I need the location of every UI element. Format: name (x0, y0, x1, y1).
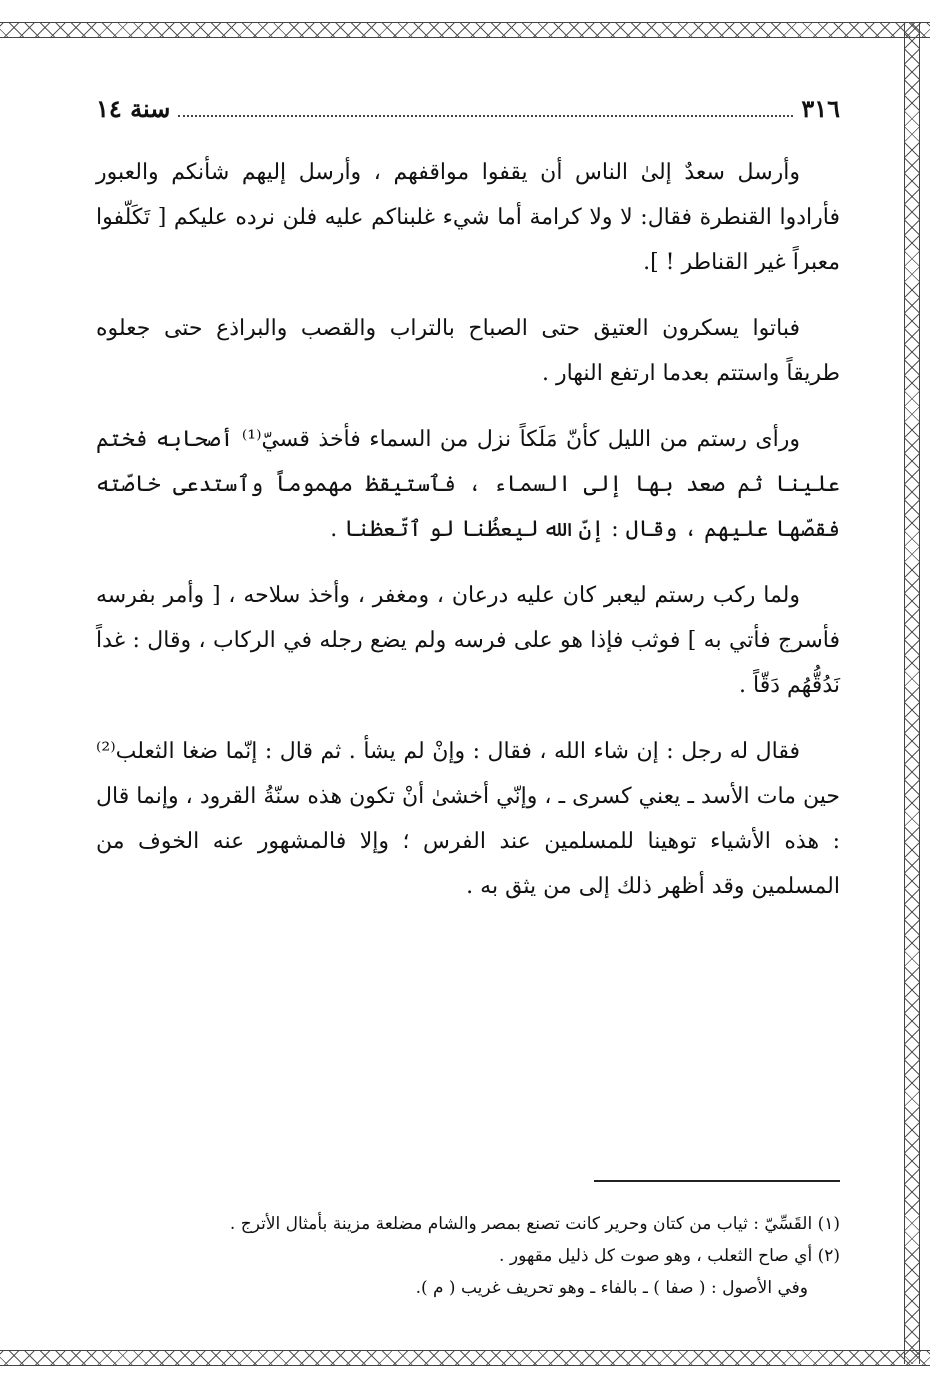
paragraph-3: ورأى رستم من الليل كأنّ مَلَكاً نزل من السماء فأخذ قسيّ⁽¹⁾ أصحابه فختم علينا ثم صعد بها إلى السماء ، فٱستيقظ مهموماً وٱستدعى خاصّته فقصّها عليهم ، وقال : إنّ الله ليعظُنا لو ٱتّعظنا . (96, 427, 840, 542)
decorative-border-right (904, 22, 920, 1364)
header-year: سنة ١٤ (96, 94, 171, 123)
page-number: ٣١٦ (801, 94, 840, 123)
paragraph-2: فباتوا يسكرون العتيق حتى الصباح بالتراب والقصب والبراذع حتى جعلوه طريقاً واستتم بعدما ارتفع النهار . (96, 316, 840, 386)
header-dot-leader (178, 97, 793, 117)
decorative-border-top (0, 22, 930, 38)
running-header (96, 94, 840, 128)
paragraph-1: وأرسل سعدٌ إلىٰ الناس أن يقفوا مواقفهم ، وأرسل إليهم شأنكم والعبور فأرادوا القنطرة فقال: لا ولا كرامة أما شيء غلبناكم عليه فلن نرده عليكم [ تَكَلّفوا معبراً غير القناطر ! ]. (96, 160, 840, 275)
footnote-2-continued: وفي الأصول : ( صفا ) ـ بالفاء ـ وهو تحريف غريب ( م ). (415, 1278, 808, 1298)
decorative-border-bottom (0, 1350, 930, 1366)
footnote-2: (٢) أي صاح الثعلب ، وهو صوت كل ذليل مقهور . (499, 1246, 840, 1266)
main-text (96, 150, 840, 930)
footnotes (150, 1208, 840, 1304)
paragraph-5: فقال له رجل : إن شاء الله ، فقال : وإنْ لم يشأ . ثم قال : إنّما ضغا الثعلب⁽²⁾ حين مات الأسد ـ يعني كسرى ـ ، وإنّي أخشىٰ أنْ تكون هذه سنّةُ القرود ، وإنما قال : هذه الأشياء توهينا للمسلمين عند الفرس ؛ وإلا فالمشهور عنه الخوف من المسلمين وقد أظهر ذلك إلى من يثق به . (96, 739, 840, 899)
footnote-1: (١) القَسِّيّ : ثياب من كتان وحرير كانت تصنع بمصر والشام مضلعة مزينة بأمثال الأترج . (229, 1214, 840, 1234)
paragraph-4: ولما ركب رستم ليعبر كان عليه درعان ، ومغفر ، وأخذ سلاحه ، [ وأمر بفرسه فأسرج فأتي به ] فوثب فإذا هو على فرسه ولم يضع رجله في الركاب ، وقال : غداً نَدُقُّهُم دَقّاً . (96, 583, 840, 698)
footnote-separator (594, 1180, 840, 1182)
